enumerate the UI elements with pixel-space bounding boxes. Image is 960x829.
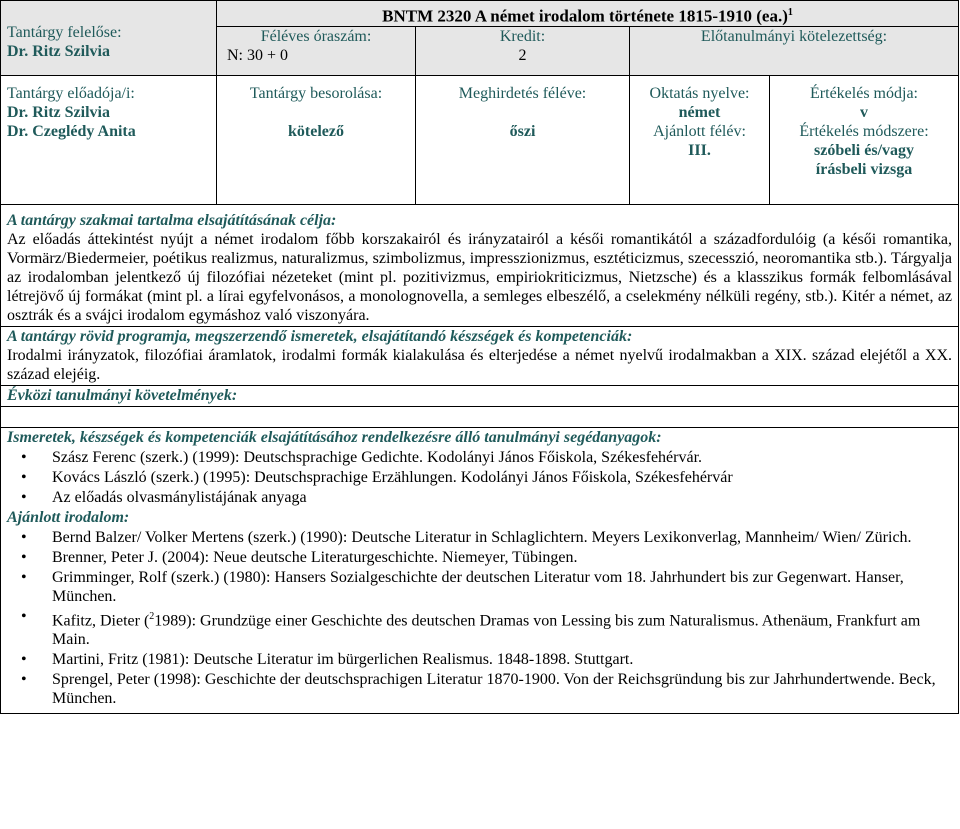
goal-cell [1,204,959,326]
prereq-cell [630,26,959,75]
requirements-heading: Évközi tanulmányi követelmények: [7,386,238,404]
list-item [21,650,952,669]
semester-label: Meghirdetés féléve: [458,84,587,102]
literature-heading: Ajánlott irodalom: [7,508,130,526]
materials-list [7,448,952,507]
lecturer-name-1: Dr. Ritz Szilvia [7,103,110,121]
classification-cell [217,75,416,204]
responsible-label: Tantárgy felelőse: [7,24,122,41]
list-item-text: Grimminger, Rolf (szerk.) (1980): Hansers Sozialgeschichte der deutschen Literatur vom 18. Jahrhundert bis zur Gegenwart. Hanser, München. [52,568,904,605]
bullet-icon: • [21,607,27,625]
program-cell [1,326,959,385]
language-value: német [678,103,721,121]
list-item-text: Bernd Balzer/ Volker Mertens (szerk.) (1990): Deutsche Literatur in Schlaglichtern. Meyers Lexikonverlag, Mannheim/ Wien/ Zürich. [52,528,912,546]
course-title-text: BNTM 2320 A német irodalom története 1815-1910 (ea.) [382,6,788,26]
list-item-text: Szász Ferenc (szerk.) (1999): Deutschsprachige Gedichte. Kodolányi János Főiskola, Székesfehérvár. [52,448,703,466]
eval-type-label: Értékelés módja: [810,84,918,102]
goal-row [1,204,959,326]
program-heading: A tantárgy rövid programja, megszerzendő ismeretek, elsajátítandó készségek és kompetenciák: [7,327,633,345]
requirements-heading-cell [1,385,959,406]
evaluation-cell [770,75,959,204]
credit-label: Kredit: [499,27,546,45]
credit-value: 2 [518,46,527,64]
list-item-text: Kovács László (szerk.) (1995): Deutschsprachige Erzählungen. Kodolányi János Főiskola, Székesfehérvár [52,468,733,486]
list-item [21,528,952,547]
course-title [217,1,959,27]
bullet-icon: • [21,650,27,668]
responsible-cell [1,1,217,76]
requirements-empty-row [1,406,959,427]
bullet-icon: • [21,468,27,486]
materials-row [1,427,959,713]
hours-label: Féléves óraszám: [260,27,372,45]
list-item-text: Sprengel, Peter (1998): Geschichte der deutschsprachigen Literatur 1870-1900. Von der Reichsgründung bis zur Jahrhundertwende. Beck, München. [52,670,936,707]
list-item-text: Kafitz, Dieter ( [52,611,150,629]
bullet-icon: • [21,568,27,586]
eval-type-value: v [860,103,869,121]
semester-cell [416,75,630,204]
hours-value: N: 30 + 0 [227,46,289,64]
program-row [1,326,959,385]
list-item-text-rest: 1989): Grundzüge einer Geschichte des deutschen Dramas von Lessing bis zum Naturalismus. Athenäum, Frankfurt am Main. [52,611,921,648]
list-item [21,468,952,487]
requirements-row [1,385,959,406]
eval-method-value-1: szóbeli és/vagy [814,141,915,159]
bullet-icon: • [21,670,27,688]
list-item [21,670,952,708]
bullet-icon: • [21,528,27,546]
list-item [21,568,952,606]
credit-cell [416,26,630,75]
semester-value: őszi [509,122,536,140]
classification-label: Tantárgy besorolása: [249,84,383,102]
eval-method-value-2: írásbeli vizsga [815,160,913,178]
materials-cell [1,427,959,713]
course-title-footnote: 1 [787,7,793,18]
list-item-text: Brenner, Peter J. (2004): Neue deutsche Literaturgeschichte. Niemeyer, Tübingen. [52,548,578,566]
list-item [21,607,952,649]
literature-list [7,528,952,708]
language-label: Oktatás nyelve: [649,84,750,102]
list-item [21,448,952,467]
rec-semester-value: III. [688,141,711,159]
lecturer-name-2: Dr. Czeglédy Anita [7,122,136,140]
bullet-icon: • [21,448,27,466]
lecturer-cell [1,75,217,204]
responsible-name: Dr. Ritz Szilvia [7,43,110,60]
bullet-icon: • [21,548,27,566]
list-item [21,548,952,567]
list-item-text: Martini, Fritz (1981): Deutsche Literatur im bürgerlichen Realismus. 1848-1898. Stuttgart. [52,650,634,668]
requirements-empty-cell [1,406,959,427]
materials-heading: Ismeretek, készségek és kompetenciák elsajátításához rendelkezésre álló tanulmányi segédanyagok: [7,428,662,446]
goal-heading: A tantárgy szakmai tartalma elsajátításának célja: [7,211,337,229]
lecturer-label: Tantárgy előadója/i: [7,84,135,102]
edition-superscript: 2 [149,610,155,622]
bullet-icon: • [21,488,27,506]
prereq-label: Előtanulmányi kötelezettség: [700,27,888,45]
rec-semester-label: Ajánlott félév: [653,122,746,140]
eval-method-label: Értékelés módszere: [799,122,929,140]
list-item-text: Az előadás olvasmánylistájának anyaga [52,488,307,506]
classification-value: kötelező [288,122,344,140]
list-item [21,488,952,507]
goal-text: Az előadás áttekintést nyújt a német irodalom főbb korszakairól és irányzatairól a késői romantikától a századfordulóig (a késői romantika, Vormärz/Biedermeier, poétikus realizmus, naturalizmus, szimbolizmus, impresszionizmus, esztéticizmus, szecesszió, neoromantika stb.). Tárgyalja az irodalomban jelentkező új filozófiai nézeteket (mint pl. pozitivizmus, empiriokriticizmus, Nietzsche) és a klasszikus formák felbomlásával létrejövő új formákat (mint pl. a lírai egyfelvonásos, a monolognovella, a semleges elbeszélő, a cselekmény nélküli regény, stb.). Kitér a német, az osztrák és a svájci irodalom egymáshoz való viszonyára. [7,230,953,324]
hours-cell [217,26,416,75]
program-text: Irodalmi irányzatok, filozófiai áramlatok, irodalmi formák kialakulása és elterjedése a német nyelvű irodalmakban a XIX. század elejétől a XX. század elejéig. [7,346,953,383]
info-row [1,75,959,204]
language-cell [630,75,770,204]
header-row [1,1,959,27]
